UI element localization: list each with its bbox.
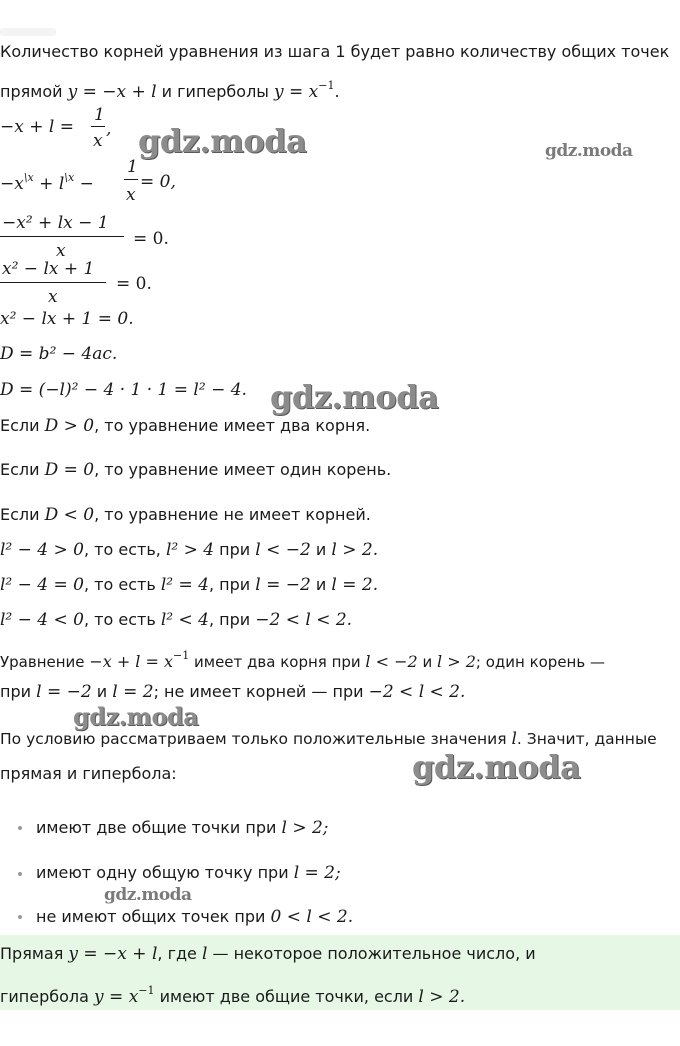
- text: , то есть: [84, 610, 161, 629]
- intro-line-1: Количество корней уравнения из шага 1 будет равно количеству общих точек: [0, 42, 670, 61]
- text: , то уравнение имеет два корня.: [94, 416, 371, 435]
- formula: D > 0: [44, 416, 95, 436]
- summary-line-2: [0, 684, 465, 701]
- term: −: [74, 174, 94, 194]
- text: и: [417, 653, 437, 671]
- text: , при: [208, 610, 256, 629]
- text: — некоторое положительное число, и: [207, 944, 536, 963]
- equation-1-comma: ,: [106, 119, 112, 139]
- watermark: gdz.moda: [412, 748, 581, 786]
- equation-2-lhs: [0, 172, 94, 193]
- text: По условию рассматриваем только положительные значения: [0, 730, 512, 748]
- formula: −2 < l < 2.: [255, 610, 353, 630]
- equation-4-numerator: x² − lx + 1: [2, 259, 95, 279]
- formula: l² < 4: [160, 610, 209, 630]
- text: и: [310, 540, 332, 559]
- formula: l = 2: [112, 682, 154, 702]
- formula: 0 < l < 2.: [270, 907, 354, 927]
- text: ; один корень —: [475, 653, 605, 671]
- text: ; не имеет корней — при: [153, 682, 369, 701]
- condition-3: [0, 612, 352, 629]
- text: , то уравнение не имеет корней.: [94, 505, 371, 524]
- formula: D < 0: [44, 505, 95, 525]
- formula: l < −2: [365, 652, 418, 671]
- case-d-positive: [0, 418, 370, 435]
- formula: l = −2: [255, 575, 311, 595]
- text: имеют две общие точки при: [36, 818, 282, 837]
- formula: y = −x + l: [67, 82, 157, 102]
- text: Если: [0, 505, 45, 524]
- bullet-dot: [18, 915, 22, 919]
- fraction-bar: [124, 179, 138, 180]
- formula: l² − 4 > 0: [0, 540, 84, 560]
- formula: −2 < l < 2.: [368, 682, 466, 702]
- equation-2-rhs: = 0,: [140, 172, 176, 192]
- text: Уравнение: [0, 653, 90, 671]
- text: Прямая: [0, 944, 69, 963]
- equation-3-denominator: x: [56, 241, 66, 261]
- formula: l² = 4: [160, 575, 209, 595]
- text: , то есть,: [84, 540, 166, 559]
- condition-1: [0, 542, 378, 559]
- watermark: gdz.moda: [104, 885, 192, 905]
- formula: l: [511, 729, 517, 749]
- text: прямой: [0, 82, 68, 101]
- formula: l = 2.: [331, 575, 379, 595]
- watermark: gdz.moda: [73, 702, 199, 731]
- fraction-bar: [91, 126, 105, 127]
- formula: l² > 4: [165, 540, 215, 560]
- text: и гиперболы: [156, 82, 275, 101]
- bullet-one-point: [36, 865, 341, 882]
- watermark: gdz.moda: [138, 122, 307, 160]
- answer-line-2: [0, 985, 465, 1006]
- watermark: gdz.moda: [270, 378, 439, 416]
- formula: l > 2: [437, 652, 476, 671]
- formula: y = x: [94, 987, 139, 1007]
- text: Если: [0, 416, 45, 435]
- formula: l = −2: [36, 682, 92, 702]
- fraction-bar: [0, 282, 106, 283]
- equation-1-lhs: −x + l =: [0, 117, 74, 137]
- formula: y = x: [274, 82, 319, 102]
- text: не имеют общих точек при: [36, 907, 271, 926]
- equation-2-numerator: 1: [127, 157, 138, 177]
- equation-3-rhs: = 0.: [133, 229, 169, 249]
- equation-5: x² − lx + 1 = 0.: [0, 309, 134, 329]
- answer-line-1: [0, 946, 536, 963]
- formula: l² − 4 < 0: [0, 610, 84, 630]
- discriminant-formula: D = b² − 4ac.: [0, 344, 118, 364]
- condition-2: [0, 577, 378, 594]
- watermark: gdz.moda: [545, 141, 633, 161]
- equation-1-denominator: x: [93, 131, 103, 151]
- equation-2-denominator: x: [126, 185, 136, 205]
- bullet-no-points: [36, 909, 353, 926]
- bullet-dot: [18, 826, 22, 830]
- top-bar: [0, 28, 56, 36]
- fraction-bar: [0, 236, 124, 237]
- text: и: [91, 682, 113, 701]
- text: .: [334, 82, 340, 101]
- formula: l: [201, 944, 208, 964]
- formula: l > 2.: [331, 540, 379, 560]
- exponent: −1: [138, 984, 155, 997]
- exponent: \x: [23, 171, 34, 184]
- discriminant-value: D = (−l)² − 4 · 1 · 1 = l² − 4.: [0, 380, 247, 400]
- equation-1-numerator: 1: [94, 105, 105, 125]
- case-d-negative: [0, 507, 371, 524]
- exponent: \x: [64, 171, 75, 184]
- formula: l < −2: [255, 540, 311, 560]
- summary-line-1: [0, 650, 605, 670]
- formula: l² − 4 = 0: [0, 575, 84, 595]
- text: , где: [157, 944, 202, 963]
- text: при: [0, 682, 37, 701]
- text: имеют одну общую точку при: [36, 863, 294, 882]
- text: имеют две общие точки, если: [154, 987, 419, 1006]
- equation-4-denominator: x: [48, 287, 58, 307]
- equation-4-rhs: = 0.: [116, 274, 152, 294]
- text: при: [214, 540, 256, 559]
- text: , то есть: [84, 575, 161, 594]
- formula: l > 2.: [418, 987, 466, 1007]
- case-d-zero: [0, 462, 391, 479]
- text: . Значит, данные: [516, 730, 657, 748]
- term: −x: [0, 174, 24, 194]
- formula: l > 2;: [281, 818, 329, 838]
- condition-text-2: прямая и гипербола:: [0, 764, 177, 783]
- exponent: −1: [173, 649, 190, 662]
- formula: l = 2;: [293, 863, 341, 883]
- bullet-dot: [18, 872, 22, 876]
- text: и: [310, 575, 332, 594]
- equation-3-numerator: −x² + lx − 1: [2, 213, 109, 233]
- exponent: −1: [318, 79, 335, 92]
- intro-line-2: [0, 80, 340, 101]
- text: , то уравнение имеет один корень.: [94, 460, 392, 479]
- text: , при: [208, 575, 256, 594]
- text: Если: [0, 460, 45, 479]
- formula: −x + l = x: [89, 652, 174, 671]
- term: + l: [33, 174, 65, 194]
- bullet-two-points: [36, 820, 329, 837]
- text: гипербола: [0, 987, 95, 1006]
- condition-text-1: [0, 731, 657, 748]
- formula: y = −x + l: [68, 944, 158, 964]
- text: имеет два корня при: [189, 653, 366, 671]
- formula: D = 0: [44, 460, 95, 480]
